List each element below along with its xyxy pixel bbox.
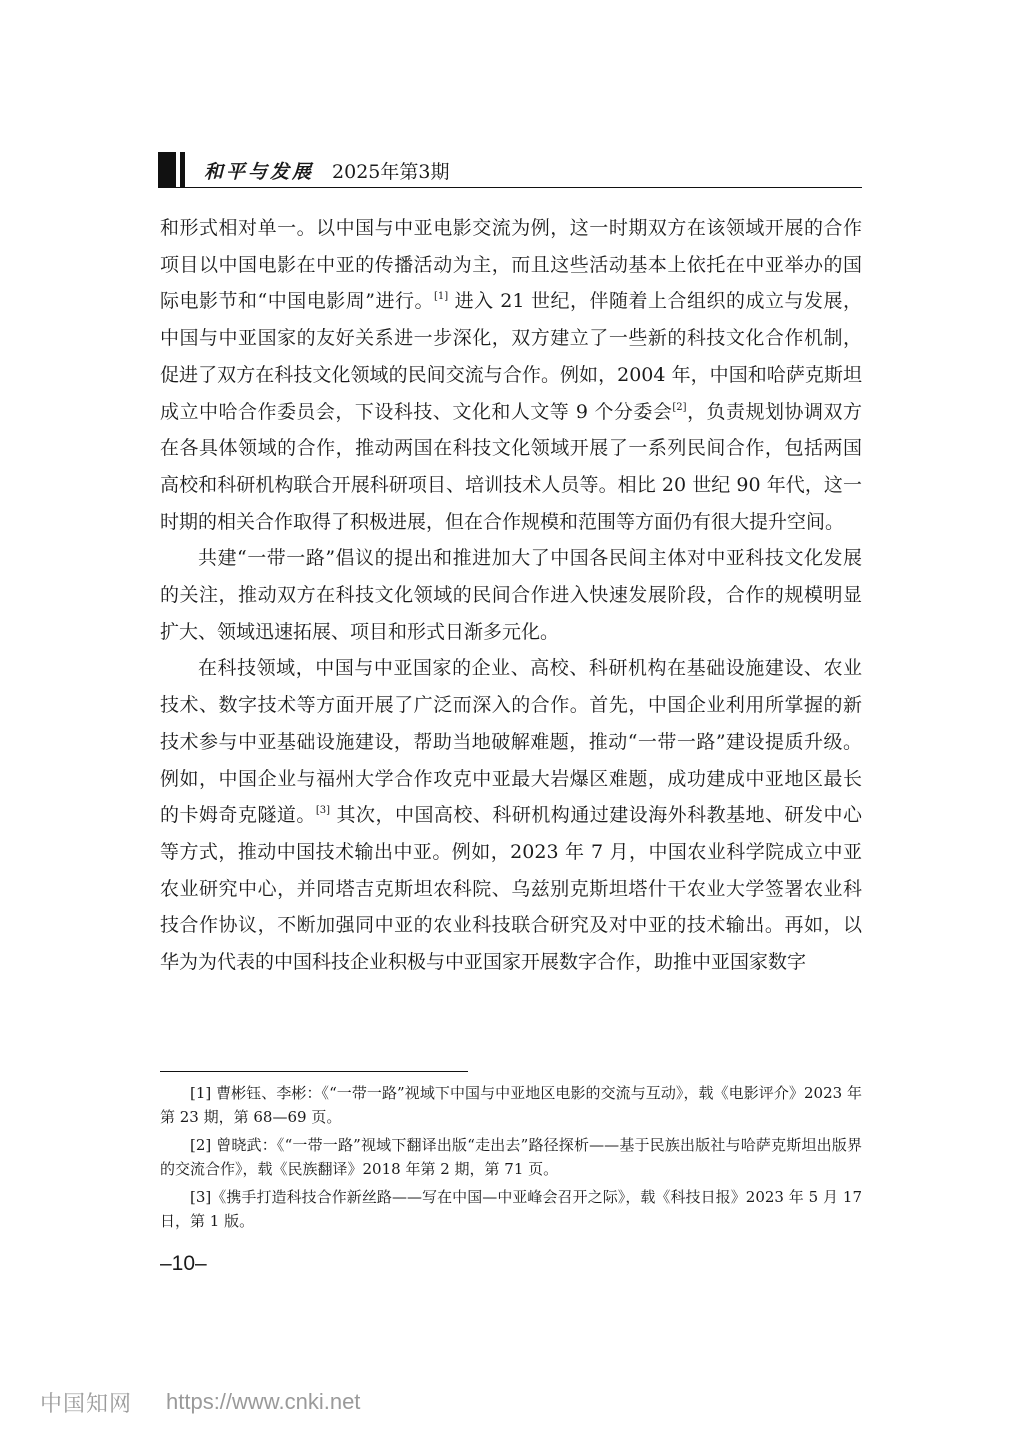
footnote-separator [160,1071,468,1072]
cnki-watermark-url: https://www.cnki.net [166,1389,361,1414]
paragraph-3 [160,650,862,980]
header-rule [158,187,862,188]
header-text [204,157,449,184]
footnote-2: [2] 曾晓武：《“一带一路”视域下翻译出版“走出去”路径探析——基于民族出版社与哈萨克斯坦出版界的交流合作》，载《民族翻译》2018 年第 2 期，第 71 页。 [160,1136,862,1178]
paragraph-1 [160,210,862,540]
paragraph-3-part-1: 在科技领域，中国与中亚国家的企业、高校、科研机构在基础设施建设、农业技术、数字技术等方面开展了广泛而深入的合作。首先，中国企业利用所掌握的新技术参与中亚基础设施建设，帮助当地破解难题，推动“一带一路”建设提质升级。例如，中国企业与福州大学合作攻克中亚最大岩爆区难题，成功建成中亚地区最长的卡姆奇克隧道。 [160,657,862,827]
header-bar-thick [158,152,176,188]
paragraph-1-part-3: ，负责规划协调双方在各具体领域的合作，推动两国在科技文化领域开展了一系列民间合作，包括两国高校和科研机构联合开展科研项目、培训技术人员等。相比 20 世纪 90 年代，这一时期的相关合作取得了积极进展，但在合作规模和范围等方面仍有很大提升空间。 [160,400,862,533]
footnotes [160,1082,862,1238]
paragraph-3-part-2: 其次，中国高校、科研机构通过建设海外科教基地、研发中心等方式，推动中国技术输出中亚。例如，2023 年 7 月，中国农业科学院成立中亚农业研究中心，并同塔吉克斯坦农科院、乌兹别克斯坦塔什干农业大学签署农业科技合作协议，不断加强同中亚的农业科技联合研究及对中亚的技术输出。再如，以华为为代表的中国科技企业积极与中亚国家开展数字合作，助推中亚国家数字 [160,804,862,974]
cnki-watermark-logo: 中国知网 [40,1392,133,1417]
paragraph-2: 共建“一带一路”倡议的提出和推进加大了中国各民间主体对中亚科技文化发展的关注，推动双方在科技文化领域的民间合作进入快速发展阶段，合作的规模明显扩大、领域迅速拓展、项目和形式日渐多元化。 [160,547,862,643]
page-number: –10– [160,1252,207,1275]
paragraph-1-part-1: 和形式相对单一。以中国与中亚电影交流为例，这一时期双方在该领域开展的合作项目以中国电影在中亚的传播活动为主，而且这些活动基本上依托在中亚举办的国际电影节和“中国电影周”进行。 [160,217,862,313]
citation-ref-3: [3] [315,805,331,817]
citation-ref-2: [2] [672,401,687,413]
body-text [160,210,862,981]
citation-ref-1: [1] [433,291,449,303]
running-header [158,152,862,188]
journal-title: 和平与发展 [204,161,315,183]
paragraph-1-part-2: 进入 21 世纪，伴随着上合组织的成立与发展，中国与中亚国家的友好关系进一步深化，双方建立了一些新的科技文化合作机制，促进了双方在科技文化领域的民间交流与合作。例如，2004 年，中国和哈萨克斯坦成立中哈合作委员会，下设科技、文化和人文等 9 个分委会 [160,290,862,423]
footnote-3: [3]《携手打造科技合作新丝路——写在中国—中亚峰会召开之际》，载《科技日报》2023 年 5 月 17 日，第 1 版。 [160,1188,862,1230]
header-bar-thin [180,152,185,188]
footnote-1: [1] 曹彬钰、李彬：《“一带一路”视域下中国与中亚地区电影的交流与互动》，载《电影评介》2023 年第 23 期，第 68—69 页。 [160,1084,862,1126]
issue-label: 2025年第3期 [332,161,450,183]
